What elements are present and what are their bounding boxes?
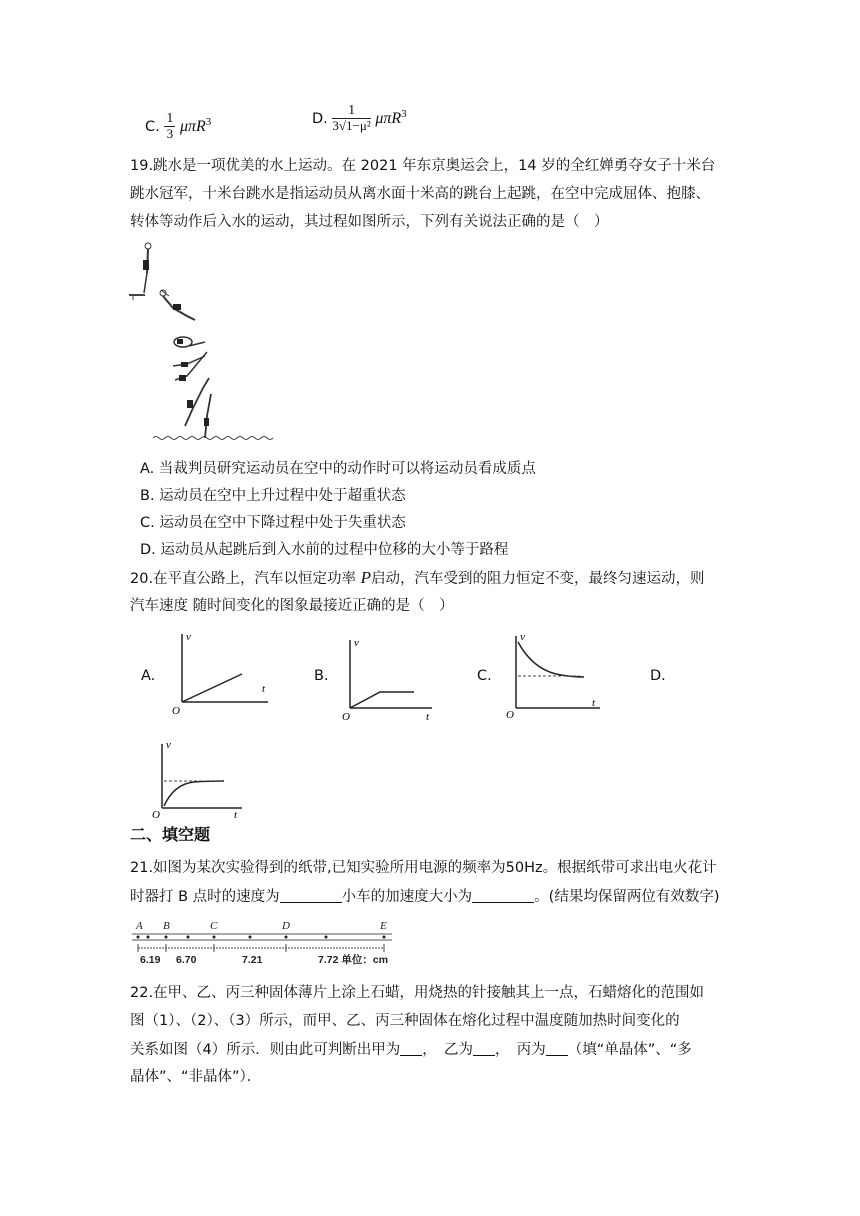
axis-label-t: t [234,809,238,821]
option-label: D. [312,110,328,127]
diving-sequence-figure [125,238,285,443]
tape-point-label: C [210,920,218,932]
origin-label: O [172,705,180,717]
paper-tape-figure [130,918,400,970]
tape-point-label: A [136,920,143,932]
q22-line4: 晶体”、“非晶体”）． [130,1069,262,1085]
axis-label-t: t [592,697,596,709]
origin-label: O [506,709,514,721]
origin-label: O [342,711,350,723]
q20-option-a-label: A. [141,668,156,684]
q19-line2: 跳水冠军，十米台跳水是指运动员从离水面十米高的跳台上起跳，在空中完成屈体、抱膝、 [130,186,710,202]
option-c-q18 [145,112,211,141]
axis-label-v: v [186,631,191,643]
tape-segment-value: 6.19 [140,954,161,966]
origin-label: O [152,809,160,821]
section-title: 二、填空题 [130,825,211,844]
q22-line2: 图（1）、（2）、（3）所示，而甲、乙、丙三种固体在熔化过程中温度随加热时间变化的 [130,1013,680,1029]
q19-line3: 转体等动作后入水的运动，其过程如图所示，下列有关说法正确的是（ ） [130,214,609,230]
q19-line1: 19.跳水是一项优美的水上运动。在 2021 年东京奥运会上，14 岁的全红婵勇夺女子十米台 [130,158,716,174]
q20-option-d-label: D. [650,668,666,684]
axis-label-t: t [262,683,266,695]
q21-line2: 时器打 B 点时的速度为 小车的加速度大小为 。(结果均保留两位有效数字) [130,886,720,907]
vt-graph-a [172,628,272,716]
formula-exponent: 3 [205,116,212,128]
q19-option-d: D. 运动员从起跳后到入水前的过程中位移的大小等于路程 [140,542,509,558]
vt-graph-b [340,634,440,722]
vt-graph-d [150,738,250,821]
formula-expr: μπR [179,117,206,135]
q22-line1: 22.在甲、乙、丙三种固体薄片上涂上石蜡，用烧热的针接触其上一点，石蜡熔化的范围如 [130,985,705,1001]
tape-segment-value: 7.72 单位：cm [318,954,389,966]
q20-line2: 汽车速度 随时间变化的图象最接近正确的是（ ） [130,598,454,614]
q19-option-c: C. 运动员在空中下降过程中处于失重状态 [140,515,406,531]
vt-graph-c [506,630,606,720]
tape-point-label: E [380,920,387,932]
answer-blank-jia[interactable] [400,1039,422,1056]
option-label: C. [145,118,160,135]
fraction: $\frac{1}{3}$ [166,111,174,142]
axis-label-v: v [520,631,525,643]
answer-blank-velocity[interactable] [280,886,342,903]
axis-label-v: v [354,637,359,649]
formula-exponent: 3 [401,108,407,120]
q22-line3: 关系如图（4）所示．则由此可判断出甲为 ， 乙为 ， 丙为 （填“单晶体”、“多 [130,1039,692,1060]
option-d-q18 [312,104,407,133]
power-variable: P [360,568,372,587]
fraction: $\frac{1}{\text{3√1−μ²}}$ [332,103,371,134]
q20-option-c-label: C. [477,668,492,684]
answer-blank-yi[interactable] [473,1039,495,1056]
tape-segment-value: 6.70 [176,954,197,966]
answer-blank-bing[interactable] [546,1039,568,1056]
tape-point-label: B [163,920,170,932]
answer-blank-acceleration[interactable] [472,886,534,903]
tape-segment-value: 7.21 [242,954,263,966]
q21-line1: 21.如图为某次实验得到的纸带,已知实验所用电源的频率为50Hz。根据纸带可求出电火花计 [130,860,717,876]
q20-line1: 20.在平直公路上，汽车以恒定功率 P启动，汽车受到的阻力恒定不变，最终匀速运动，则 [130,568,705,587]
formula-expr: μπR [375,109,402,127]
axis-label-v: v [166,739,171,751]
q19-option-a: A. 当裁判员研究运动员在空中的动作时可以将运动员看成质点 [140,461,536,477]
tape-point-label: D [282,920,290,932]
q19-option-b: B. 运动员在空中上升过程中处于超重状态 [140,488,406,504]
q20-option-b-label: B. [314,668,329,684]
axis-label-t: t [426,711,430,723]
